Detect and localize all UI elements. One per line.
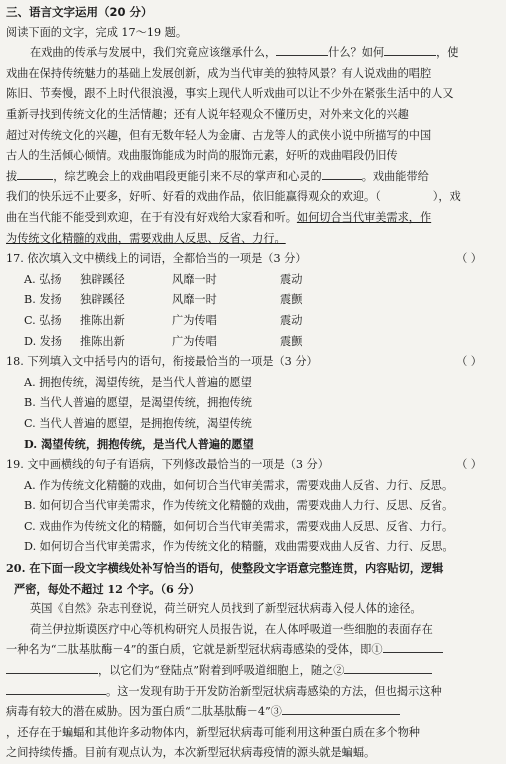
passage-text: ），戏 [432,190,461,204]
passage-text: ，综艺晚会上的戏曲唱段更能引来不尽的掌声和心灵的 [53,169,322,183]
answer-blank [322,167,362,180]
option-cell: B. 发扬 [24,293,62,307]
option-cell: 独辟蹊径 [80,272,125,286]
passage-text: 拔 [6,169,18,183]
option-cell: 震颤 [280,293,303,307]
question-18 [6,352,496,455]
answer-blank [6,682,106,695]
option-cell: 广为传唱 [172,334,217,348]
q20-line: ，还存在于蝙蝠和其他许多动物体内，新型冠状病毒可能利用这种蛋白质在多个物种 [6,725,420,739]
passage-line: 古人的生活倾心倾情。戏曲服饰能成为时尚的服饰元素，好听的戏曲唱段仍旧传 [6,149,398,163]
question-stem [6,352,496,373]
answer-blank [282,702,400,715]
reading-passage [6,43,496,249]
passage-text: ，使 [436,46,459,60]
answer-paren: （ ） [456,252,482,266]
option-cell: C. 弘扬 [24,313,62,327]
option-cell: 广为传唱 [172,313,217,327]
option-c: C. 戏曲作为传统文化的精髓，如何切合当代审美需求，需要戏曲人反思、反省、力行。 [24,519,454,533]
q20-line [6,661,496,682]
question-text: 17. 依次填入文中横线上的词语，全都恰当的一项是（3 分） [6,252,307,266]
option-c: C. 当代人普遍的愿望，是拥抱传统，渴望传统 [24,416,252,430]
q20-line [6,640,496,661]
passage-text: 我们的快乐远不止要多，好听、好看的戏曲作品，依旧能赢得观众的欢迎。（ [6,190,381,204]
question-19 [6,455,496,558]
q20-line: 英国《自然》杂志刊登说，荷兰研究人员找到了新型冠状病毒入侵人体的途径。 [30,602,422,616]
option-cell: 推陈出新 [80,334,125,348]
question-text: 18. 下列填入文中括号内的语句，衔接最恰当的一项是（3 分） [6,355,318,369]
option-cell: 震颤 [280,334,303,348]
passage-line: 超过对传统文化的兴趣，但有无数年轻人为金庸、古龙等人的武侠小说中所描写的中国 [6,128,432,142]
passage-text: 在戏曲的传承与发展中，我们究竟应该继承什么， [30,46,277,60]
q20-text: 。这一发现有助于开发防治新型冠状病毒感染的方法，但也揭示这种 [106,684,442,698]
passage-line: 陈旧、节奏慢，跟不上时代很浪漫，事实上现代人听戏曲可以让不少外在紧张生活中的人又 [6,87,454,101]
answer-blank [383,640,443,653]
q20-text: 一种名为“二肽基肽酶－4”的蛋白质，它就是新型冠状病毒感染的受体，即① [6,643,383,657]
passage-text: 。戏曲能带给 [361,169,429,183]
question-stem [6,455,496,476]
option-cell: D. 发扬 [24,334,63,348]
option-b: B. 当代人普遍的愿望，是渴望传统，拥抱传统 [24,396,252,410]
answer-blank [6,661,98,674]
option-cell: 风靡一时 [172,272,217,286]
option-cell: 独辟蹊径 [80,293,125,307]
section-instruction: 阅读下面的文字，完成 17～19 题。 [6,25,188,39]
option-cell: 震动 [280,313,303,327]
q20-line [6,682,496,703]
question-17 [6,249,496,352]
underlined-sentence: 如何切合当代审美需求，作 [296,210,432,224]
option-cell: 震动 [280,272,303,286]
option-b: B. 如何切合当代审美需求，作为传统文化精髓的戏曲，需要戏曲人力行、反思、反省。 [24,499,454,513]
option-a: A. 拥抱传统，渴望传统，是当代人普遍的愿望 [24,375,252,389]
option-row [6,290,496,311]
option-cell: 风靡一时 [172,293,217,307]
q20-text: 病毒有较大的潜在威胁。因为蛋白质“二肽基肽酶－4”③ [6,705,282,719]
q20-line: 之间持续传播。目前有观点认为，本次新型冠状病毒疫情的源头就是蝙蝠。 [6,746,376,760]
option-a: A. 作为传统文化精髓的戏曲，如何切合当代审美需求，需要戏曲人反省、力行、反思。 [24,478,454,492]
option-cell: 推陈出新 [80,313,125,327]
passage-line: 重新寻找到传统文化的生活情趣；还有人说年轻观众不懂历史，对外来文化的兴趣 [6,107,409,121]
question-text: 19. 文中画横线的句子有语病，下列修改最恰当的一项是（3 分） [6,458,329,472]
question-20 [6,558,496,764]
answer-blank [17,167,53,180]
q20-text: ，以它们为“登陆点”附着到呼吸道细胞上，随之② [98,664,345,677]
passage-line [6,187,496,208]
passage-line [6,43,496,64]
answer-blank [384,43,436,56]
question-stem-cont: 严密，每处不超过 12 个字。（6 分） [14,581,201,596]
q20-line: 荷兰伊拉斯谟医疗中心等机构研究人员报告说，在人体呼吸道一些细胞的表面存在 [30,622,433,636]
option-row [6,270,496,291]
option-row [6,311,496,332]
passage-text: 什么？如何 [328,46,385,60]
question-stem [6,249,496,270]
passage-text: 曲在当代能不能受到欢迎，在于有没有好戏给大家看和听。 [6,210,297,224]
option-row [6,332,496,353]
q20-line [6,702,496,723]
underlined-sentence: 为传统文化精髓的戏曲，需要戏曲人反思、反省、力行。 [6,231,286,245]
answer-blank [344,661,432,674]
passage-line: 戏曲在保持传统魅力的基础上发展创新，成为当代审美的独特风景？有人说戏曲的唱腔 [6,66,432,80]
passage-line [6,167,496,188]
answer-paren: （ ） [456,458,482,472]
answer-blank [276,43,328,56]
passage-line [6,208,496,229]
answer-paren: （ ） [456,355,482,369]
option-d: D. 渴望传统，拥抱传统，是当代人普遍的愿望 [24,437,254,452]
option-d: D. 如何切合当代审美需求，作为传统文化的精髓，戏曲需要戏曲人反省、力行、反思。 [24,540,454,554]
section-title: 三、语言文字运用（20 分） [6,5,153,19]
option-cell: A. 弘扬 [24,272,62,286]
question-stem: 20. 在下面一段文字横线处补写恰当的语句，使整段文字语意完整连贯，内容贴切，逻辑 [6,561,444,576]
